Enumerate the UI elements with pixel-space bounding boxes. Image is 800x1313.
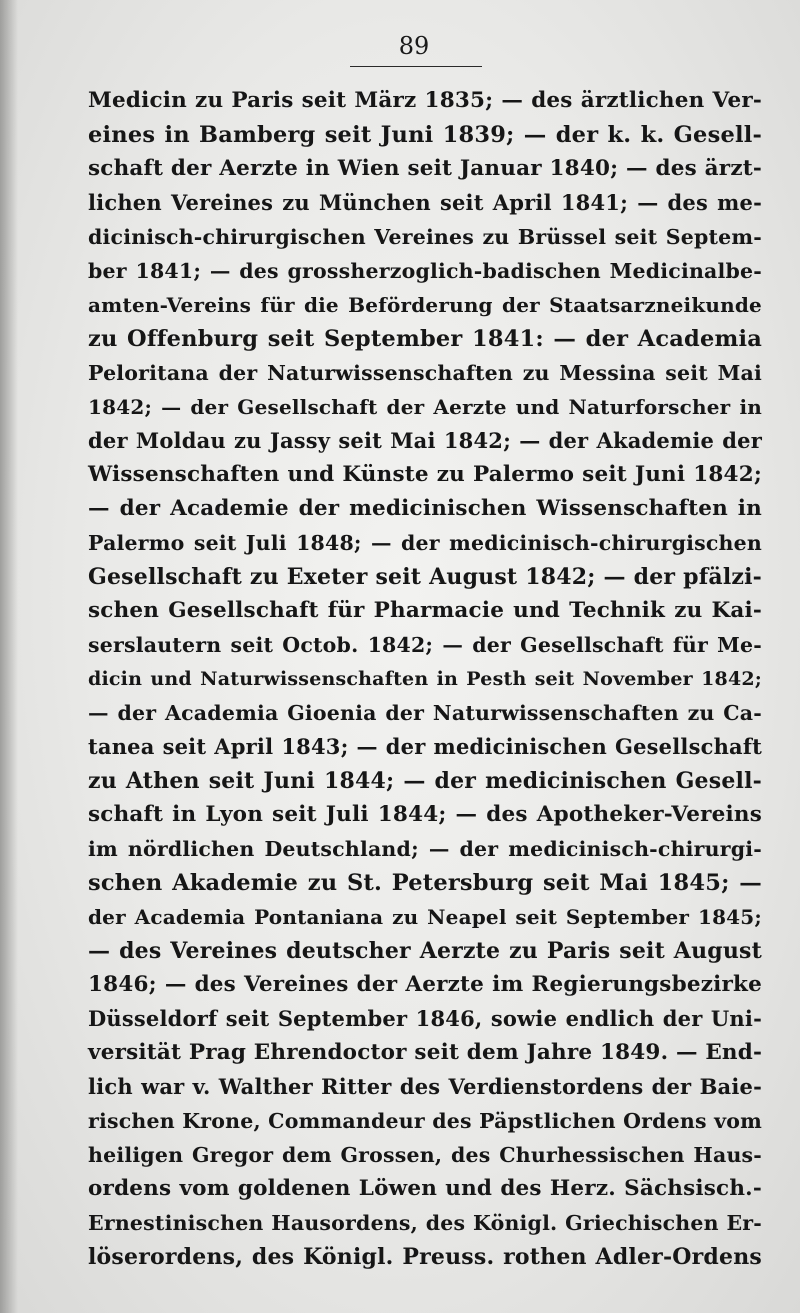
- text-line: schen Gesellschaft für Pharmacie und Technik zu Kai-: [88, 598, 762, 623]
- text-line: amten-Vereins für die Beförderung der Staatsarzneikunde: [88, 293, 762, 317]
- text-line: versität Prag Ehrendoctor seit dem Jahre 1849. — End-: [88, 1040, 763, 1065]
- text-line: löserordens, des Königl. Preuss. rothen Adler-Ordens: [88, 1244, 762, 1270]
- page-gutter-shadow: [0, 0, 18, 1313]
- text-line: Ernestinischen Hausordens, des Königl. Griechischen Er-: [88, 1211, 762, 1235]
- header-rule: [350, 66, 482, 67]
- text-line: schaft der Aerzte in Wien seit Januar 1840; — des ärzt-: [88, 156, 762, 181]
- text-line: ordens vom goldenen Löwen und des Herz. Sächsisch.-: [88, 1176, 762, 1201]
- text-line: zu Athen seit Juni 1844; — der medicinischen Gesell-: [88, 768, 762, 794]
- text-line: der Moldau zu Jassy seit Mai 1842; — der Akademie der: [88, 428, 762, 453]
- text-line: — der Academia Gioenia der Naturwissenschaften zu Ca-: [88, 701, 762, 725]
- text-line: dicin und Naturwissenschaften in Pesth seit November 1842;: [88, 668, 762, 690]
- text-line: schen Akademie zu St. Petersburg seit Mai 1845; —: [88, 870, 762, 896]
- text-line: der Academia Pontaniana zu Neapel seit September 1845;: [88, 905, 762, 929]
- body-text: [88, 84, 762, 1274]
- text-line: eines in Bamberg seit Juni 1839; — der k. k. Gesell-: [88, 122, 762, 148]
- text-line: ber 1841; — des grossherzoglich-badischen Medicinalbe-: [88, 259, 762, 283]
- text-line: 1842; — der Gesellschaft der Aerzte und Naturforscher in: [88, 395, 762, 419]
- text-line: lich war v. Walther Ritter des Verdienstordens der Baie-: [88, 1074, 762, 1099]
- text-line: dicinisch-chirurgischen Vereines zu Brüssel seit Septem-: [88, 225, 762, 249]
- page-number: 89: [398, 32, 430, 60]
- text-line: schaft in Lyon seit Juli 1844; — des Apotheker-Vereins: [88, 802, 762, 827]
- text-line: Wissenschaften und Künste zu Palermo seit Juni 1842;: [88, 462, 762, 487]
- text-line: — der Academie der medicinischen Wissenschaften in: [88, 496, 762, 521]
- text-line: Peloritana der Naturwissenschaften zu Messina seit Mai: [88, 361, 762, 385]
- text-line: Gesellschaft zu Exeter seit August 1842; — der pfälzi-: [88, 564, 762, 590]
- text-line: im nördlichen Deutschland; — der medicinisch-chirurgi-: [88, 837, 762, 861]
- text-line: rischen Krone, Commandeur des Päpstlichen Ordens vom: [88, 1109, 762, 1133]
- text-line: 1846; — des Vereines der Aerzte im Regierungsbezirke: [88, 972, 762, 997]
- text-line: Düsseldorf seit September 1846, sowie endlich der Uni-: [88, 1006, 762, 1031]
- text-line: — des Vereines deutscher Aerzte zu Paris seit August: [88, 938, 762, 964]
- text-line: serslautern seit Octob. 1842; — der Gesellschaft für Me-: [88, 633, 762, 657]
- text-line: lichen Vereines zu München seit April 1841; — des me-: [88, 190, 762, 215]
- text-line: zu Offenburg seit September 1841: — der Academia: [88, 326, 762, 352]
- text-line: tanea seit April 1843; — der medicinischen Gesellschaft: [88, 734, 762, 759]
- text-line: heiligen Gregor dem Grossen, des Churhessischen Haus-: [88, 1143, 762, 1167]
- text-line: Medicin zu Paris seit März 1835; — des ärztlichen Ver-: [88, 88, 762, 113]
- text-line: Palermo seit Juli 1848; — der medicinisch-chirurgischen: [88, 531, 762, 555]
